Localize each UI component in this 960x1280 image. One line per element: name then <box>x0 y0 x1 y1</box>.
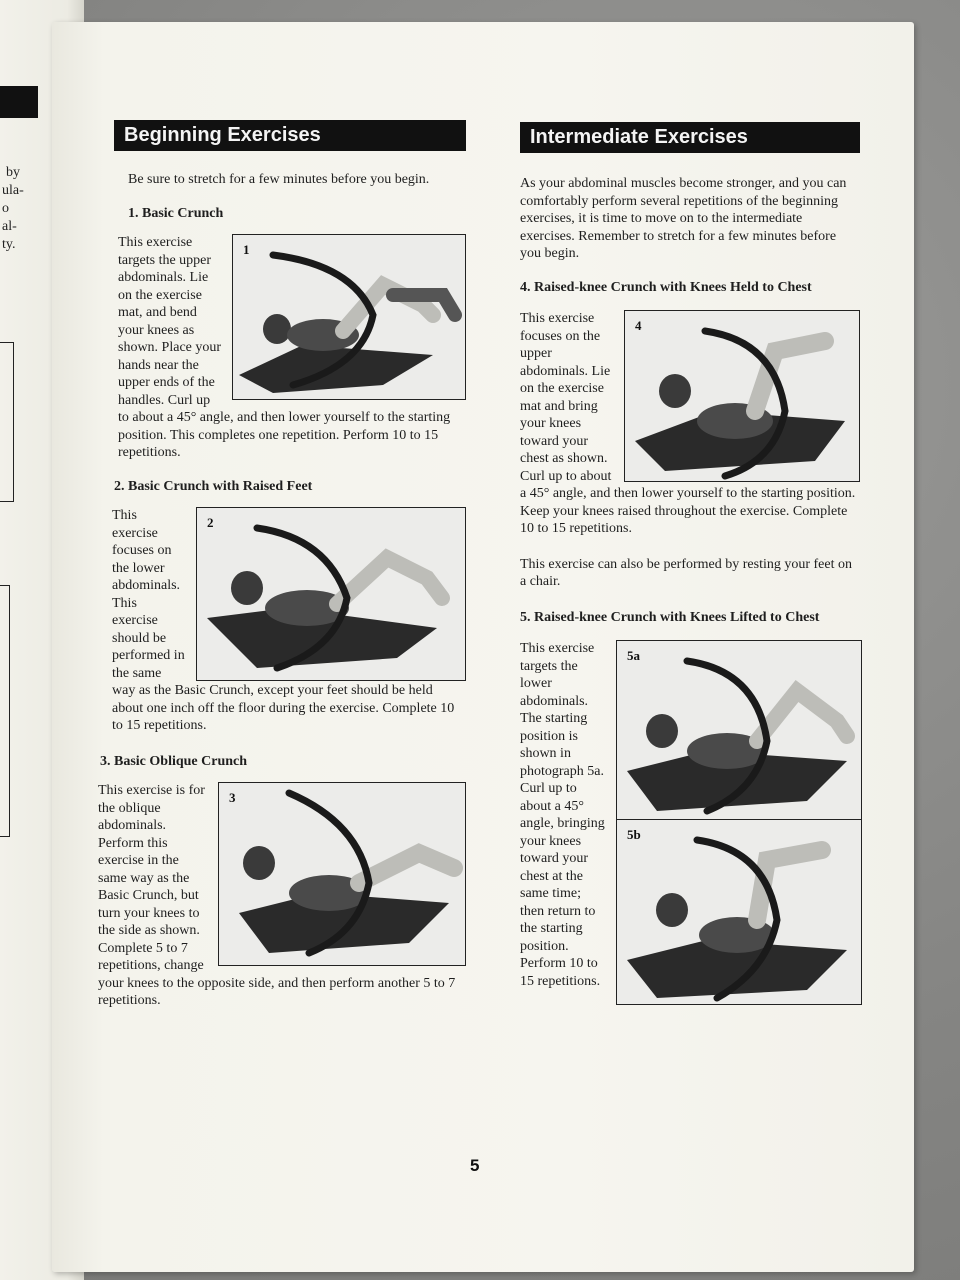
woman-knees-lifted-illustration <box>617 820 861 1004</box>
left-page-snippet: ty. <box>2 237 16 252</box>
exercise-3-body <box>98 782 466 1010</box>
beginning-exercises-header: Beginning Exercises <box>114 120 466 151</box>
woman-raised-feet-illustration <box>197 508 465 680</box>
photo-label: 2 <box>207 515 214 530</box>
exercise-5-text: This exercise targets the lower abdominals. The starting position is shown in photograph 5a. Curl up to about a 45° angle, bringing your knees toward your chest at the same time; then return to the starting position. Perform 10 to 15 repetitions. <box>520 641 605 989</box>
left-page-box <box>0 585 10 837</box>
exercise-4-text: This exercise focuses on the upper abdominals. Lie on the exercise mat and bring your knees toward your chest as shown. Curl up to about a 45° angle, and then lower yourself to the starting position. Keep your knees raised throughout the exercise. Complete 10 to 15 repetitions. <box>520 311 856 536</box>
exercise-3-text: This exercise is for the oblique abdominals. Perform this exercise in the same way as the Basic Crunch, but turn your knees to the side as shown. Complete 5 to 7 repetitions, change your knees to the opposite side, and then perform another 5 to 7 repetitions. <box>98 783 456 1008</box>
woman-knees-held-illustration <box>625 311 859 481</box>
exercise-1-photo <box>232 234 466 400</box>
exercise-5-title: 5. Raised-knee Crunch with Knees Lifted to Chest <box>520 609 820 625</box>
beginning-column <box>98 120 466 1010</box>
exercise-4-body <box>520 310 860 538</box>
exercise-4-photo <box>624 310 860 482</box>
exercise-2-photo <box>196 507 466 681</box>
exercise-4-title: 4. Raised-knee Crunch with Knees Held to Chest <box>520 279 812 295</box>
photo-label: 4 <box>635 318 642 333</box>
photo-label: 5a <box>627 648 640 663</box>
exercise-2-text: This exercise focuses on the lower abdominals. This exercise should be performed in the same way as the Basic Crunch, except your feet should be held about one inch off the floor during the exercise. Complete 10 to 15 repetitions. <box>112 508 455 733</box>
exercise-4-note: This exercise can also be performed by resting your feet on a chair. <box>520 556 852 589</box>
beginning-intro: Be sure to stretch for a few minutes before you begin. <box>128 172 430 187</box>
exercise-5a-photo <box>616 640 862 820</box>
intermediate-intro: As your abdominal muscles become stronger, and you can comfortably perform several repetitions of the beginning exercises, it is time to move on to the intermediate exercises. Remember to stretch for a few minutes before you begin. <box>520 176 847 261</box>
exercise-5b-photo <box>616 820 862 1005</box>
intermediate-column <box>520 122 860 1005</box>
photo-label: 5b <box>627 827 641 842</box>
exercise-3-photo <box>218 782 466 966</box>
left-page-snippet: by <box>6 165 20 180</box>
left-page-header-bar <box>0 86 38 118</box>
page-number: 5 <box>470 1156 480 1175</box>
exercise-5-body <box>520 640 860 1005</box>
left-page-snippet: ula- <box>2 183 24 198</box>
exercise-5-photos <box>616 640 860 1005</box>
booklet-page <box>52 22 914 1272</box>
exercise-1-text: This exercise targets the upper abdominals. Lie on the exercise mat, and bend your knees as shown. Place your hands near the upper ends of the handles. Curl up to about a 45° angle, and then lower yourself to the starting position. This completes one repetition. Perform 10 to 15 repetitions. <box>118 235 451 460</box>
exercise-2-title: 2. Basic Crunch with Raised Feet <box>114 478 313 494</box>
photo-label: 3 <box>229 790 236 805</box>
exercise-3-title: 3. Basic Oblique Crunch <box>100 753 248 769</box>
exercise-1-body <box>118 234 466 462</box>
left-page-snippet: al- <box>2 219 17 234</box>
left-page-box <box>0 342 14 502</box>
exercise-1-title: 1. Basic Crunch <box>128 205 224 221</box>
left-page-snippet: o <box>2 201 9 216</box>
woman-start-position-illustration <box>617 641 861 819</box>
woman-oblique-crunch-illustration <box>219 783 465 965</box>
photo-label: 1 <box>243 242 250 257</box>
intermediate-exercises-header: Intermediate Exercises <box>520 122 860 153</box>
exercise-2-body <box>112 507 466 735</box>
woman-crunch-illustration <box>233 235 465 399</box>
